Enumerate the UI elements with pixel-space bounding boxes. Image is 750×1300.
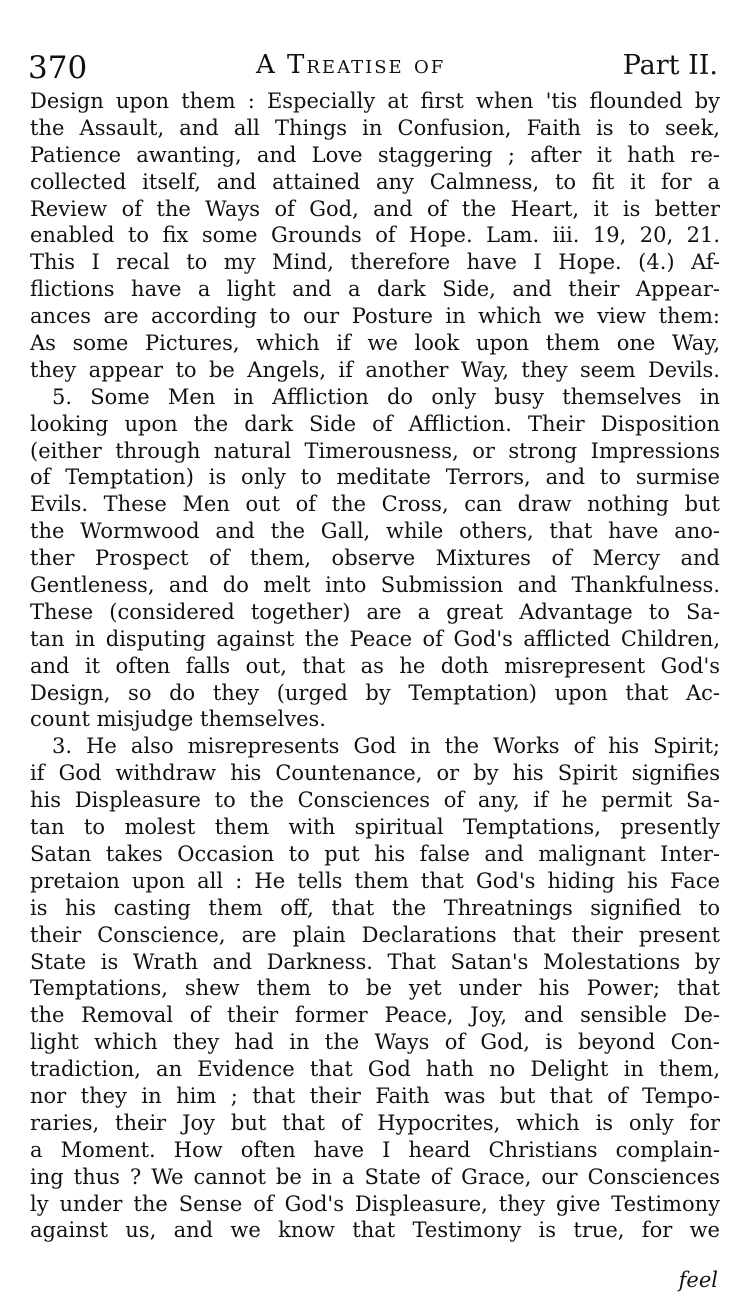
text-line: ing thus ? We cannot be in a State of Grace, our Consciences [30, 1164, 720, 1189]
text-line: count misjudge themselves. [30, 707, 326, 732]
text-line: his Displeasure to the Consciences of any, if he permit Sa- [30, 788, 720, 813]
running-header [28, 50, 718, 92]
text-line: light which they had in the Ways of God, is beyond Con- [30, 1030, 720, 1055]
text-line: of Temptation) is only to meditate Terrors, and to surmise [30, 465, 720, 490]
text-line: ly under the Sense of God's Displeasure, they give Testimony [30, 1191, 720, 1216]
catchword: feel [678, 1268, 718, 1292]
text-line: As some Pictures, which if we look upon them one Way, [30, 331, 720, 356]
text-line: These (considered together) are a great Advantage to Sa- [30, 599, 720, 624]
text-line: the Assault, and all Things in Confusion, Faith is to seek, [30, 115, 720, 140]
text-line: tan to molest them with spiritual Temptations, presently [30, 815, 720, 840]
text-line: enabled to fix some Grounds of Hope. Lam. iii. 19, 20, 21. [30, 223, 720, 248]
text-line: Patience awanting, and Love staggering ; after it hath re- [30, 142, 720, 167]
text-line: Evils. These Men out of the Cross, can draw nothing but [30, 492, 720, 517]
part-label: Part II. [622, 50, 718, 81]
text-line: collected itself, and attained any Calmness, to fit it for a [30, 169, 720, 194]
text-line: Satan takes Occasion to put his false and malignant Inter- [30, 841, 720, 866]
text-line: Gentleness, and do melt into Submission and Thankfulness. [30, 573, 720, 598]
text-line: is his casting them off, that the Threatnings signified to [30, 895, 720, 920]
text-line: tan in disputing against the Peace of God's afflicted Children, [30, 626, 720, 651]
text-line: raries, their Joy but that of Hypocrites, which is only for [30, 1110, 720, 1135]
page-number: 370 [28, 50, 88, 86]
text-line: ances are according to our Posture in which we view them: [30, 304, 720, 329]
text-line: tradiction, an Evidence that God hath no Delight in them, [30, 1057, 720, 1082]
text-line: 3. He also misrepresents God in the Works of his Spirit; [52, 734, 720, 759]
text-line: their Conscience, are plain Declarations that their present [30, 922, 720, 947]
text-line: the Removal of their former Peace, Joy, and sensible De- [30, 1003, 720, 1028]
text-line: Review of the Ways of God, and of the Heart, it is better [30, 196, 720, 221]
text-line: the Wormwood and the Gall, while others, that have ano- [30, 519, 720, 544]
text-line: nor they in him ; that their Faith was but that of Tempo- [30, 1083, 720, 1108]
text-line: ther Prospect of them, observe Mixtures of Mercy and [30, 546, 720, 571]
text-line: flictions have a light and a dark Side, and their Appear- [30, 277, 720, 302]
text-line: This I recal to my Mind, therefore have I Hope. (4.) Af- [30, 250, 720, 275]
text-line: State is Wrath and Darkness. That Satan's Molestations by [30, 949, 720, 974]
text-line: pretaion upon all : He tells them that God's hiding his Face [30, 868, 720, 893]
text-line: a Moment. How often have I heard Christians complain- [30, 1137, 720, 1162]
text-line: if God withdraw his Countenance, or by his Spirit signifies [30, 761, 720, 786]
text-line: against us, and we know that Testimony is true, for we [30, 1218, 720, 1243]
text-line: and it often falls out, that as he doth misrepresent God's [30, 653, 720, 678]
body-text [30, 88, 720, 1244]
text-line: Design upon them : Especially at first when 'tis flounded by [30, 89, 720, 113]
running-title: A Treatise of [256, 50, 446, 80]
text-line: 5. Some Men in Affliction do only busy themselves in [52, 384, 720, 409]
text-line: looking upon the dark Side of Affliction. Their Disposition [30, 411, 720, 436]
text-line: Temptations, shew them to be yet under his Power; that [30, 976, 720, 1001]
text-line: they appear to be Angels, if another Way, they seem Devils. [30, 357, 720, 382]
text-line: (either through natural Timerousness, or strong Impressions [30, 438, 720, 463]
text-line: Design, so do they (urged by Temptation) upon that Ac- [30, 680, 720, 705]
